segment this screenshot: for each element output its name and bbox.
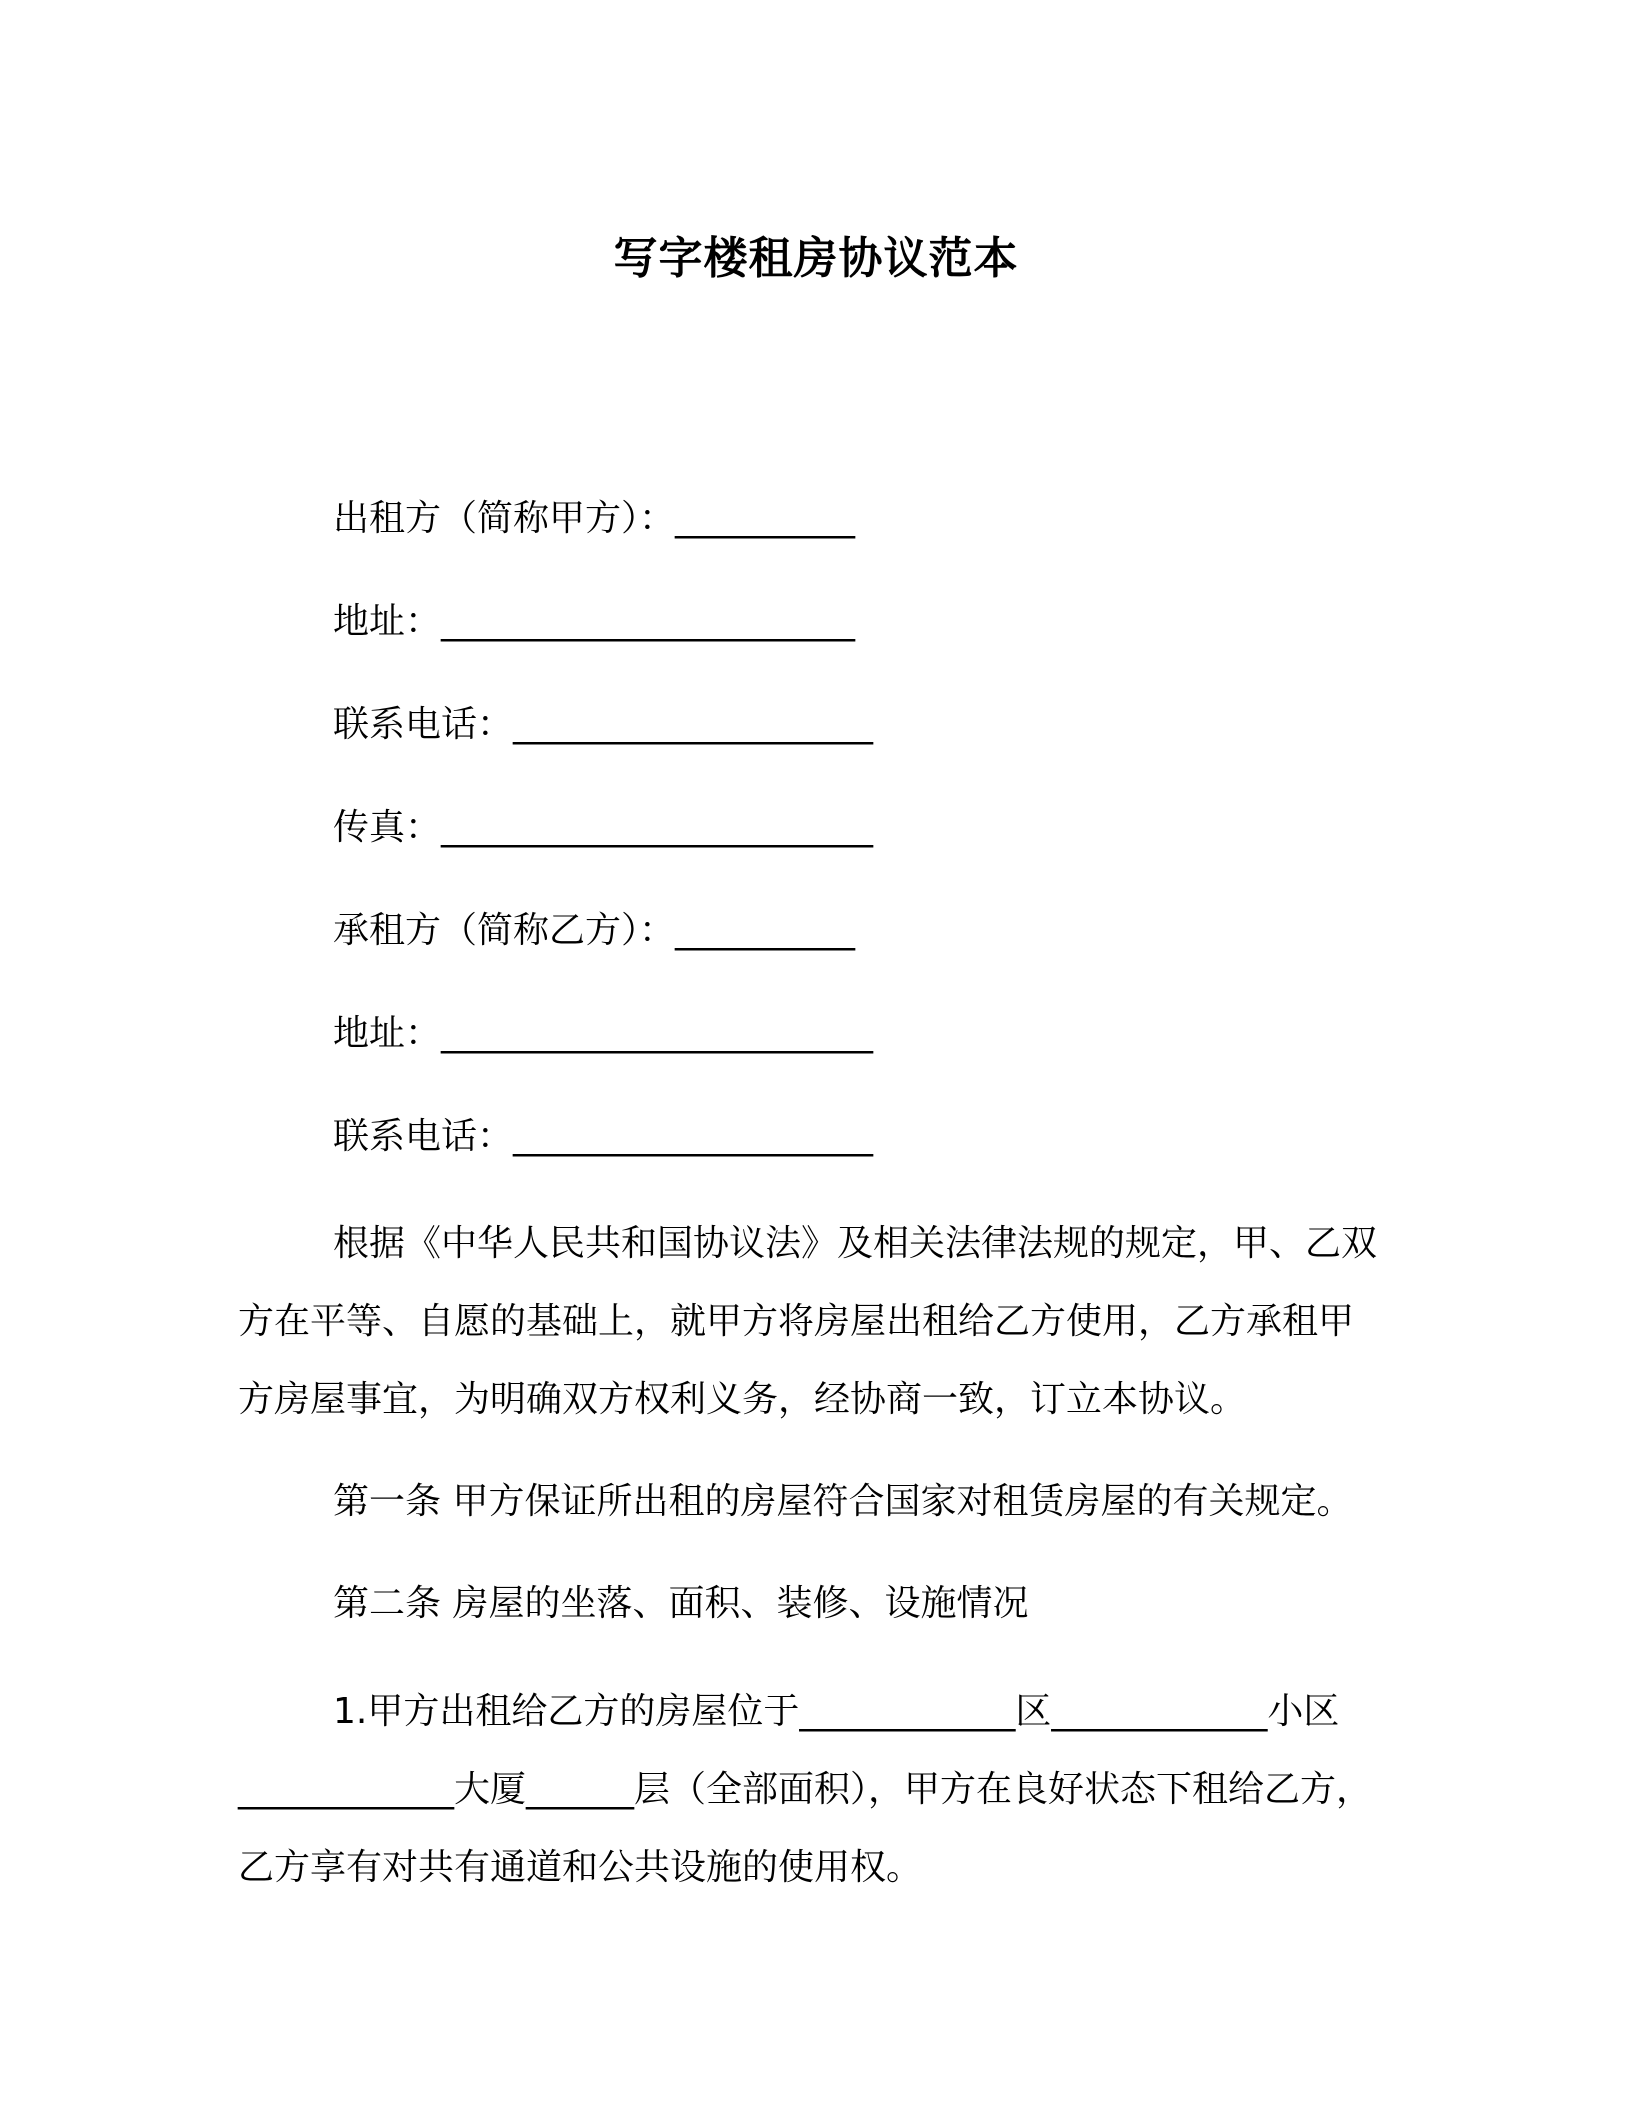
- lessor-phone-field: 联系电话：____________________: [333, 704, 874, 745]
- intro-paragraph: 根据《中华人民共和国协议法》及相关法律法规的规定，甲、乙双方在平等、自愿的基础上，就甲方将房屋出租给乙方使用，乙方承租甲方房屋事宜，为明确双方权利义务，经协商一致，订立本协议。: [238, 1223, 1378, 1420]
- document-title: 写字楼租房协议范本: [613, 233, 1019, 284]
- lessor-field: 出租方（简称甲方）：__________: [333, 498, 856, 539]
- article-1: 第一条 甲方保证所出租的房屋符合国家对租赁房屋的有关规定。: [333, 1481, 1353, 1522]
- article-2-heading: 第二条 房屋的坐落、面积、装修、设施情况: [333, 1583, 1029, 1624]
- lessor-fax-field: 传真：________________________: [333, 807, 874, 848]
- clause-2-1: 1.甲方出租给乙方的房屋位于____________区____________小区____________大厦______层（全部面积），甲方在良好状态下租给乙方，乙方享有对共有通道和公共设施的使用权。: [238, 1691, 1373, 1888]
- lessee-field: 承租方（简称乙方）：__________: [333, 910, 856, 951]
- lessee-address-field: 地址：________________________: [333, 1013, 874, 1054]
- lessor-address-field: 地址：_______________________: [333, 601, 856, 642]
- lessee-phone-field: 联系电话：____________________: [333, 1116, 874, 1157]
